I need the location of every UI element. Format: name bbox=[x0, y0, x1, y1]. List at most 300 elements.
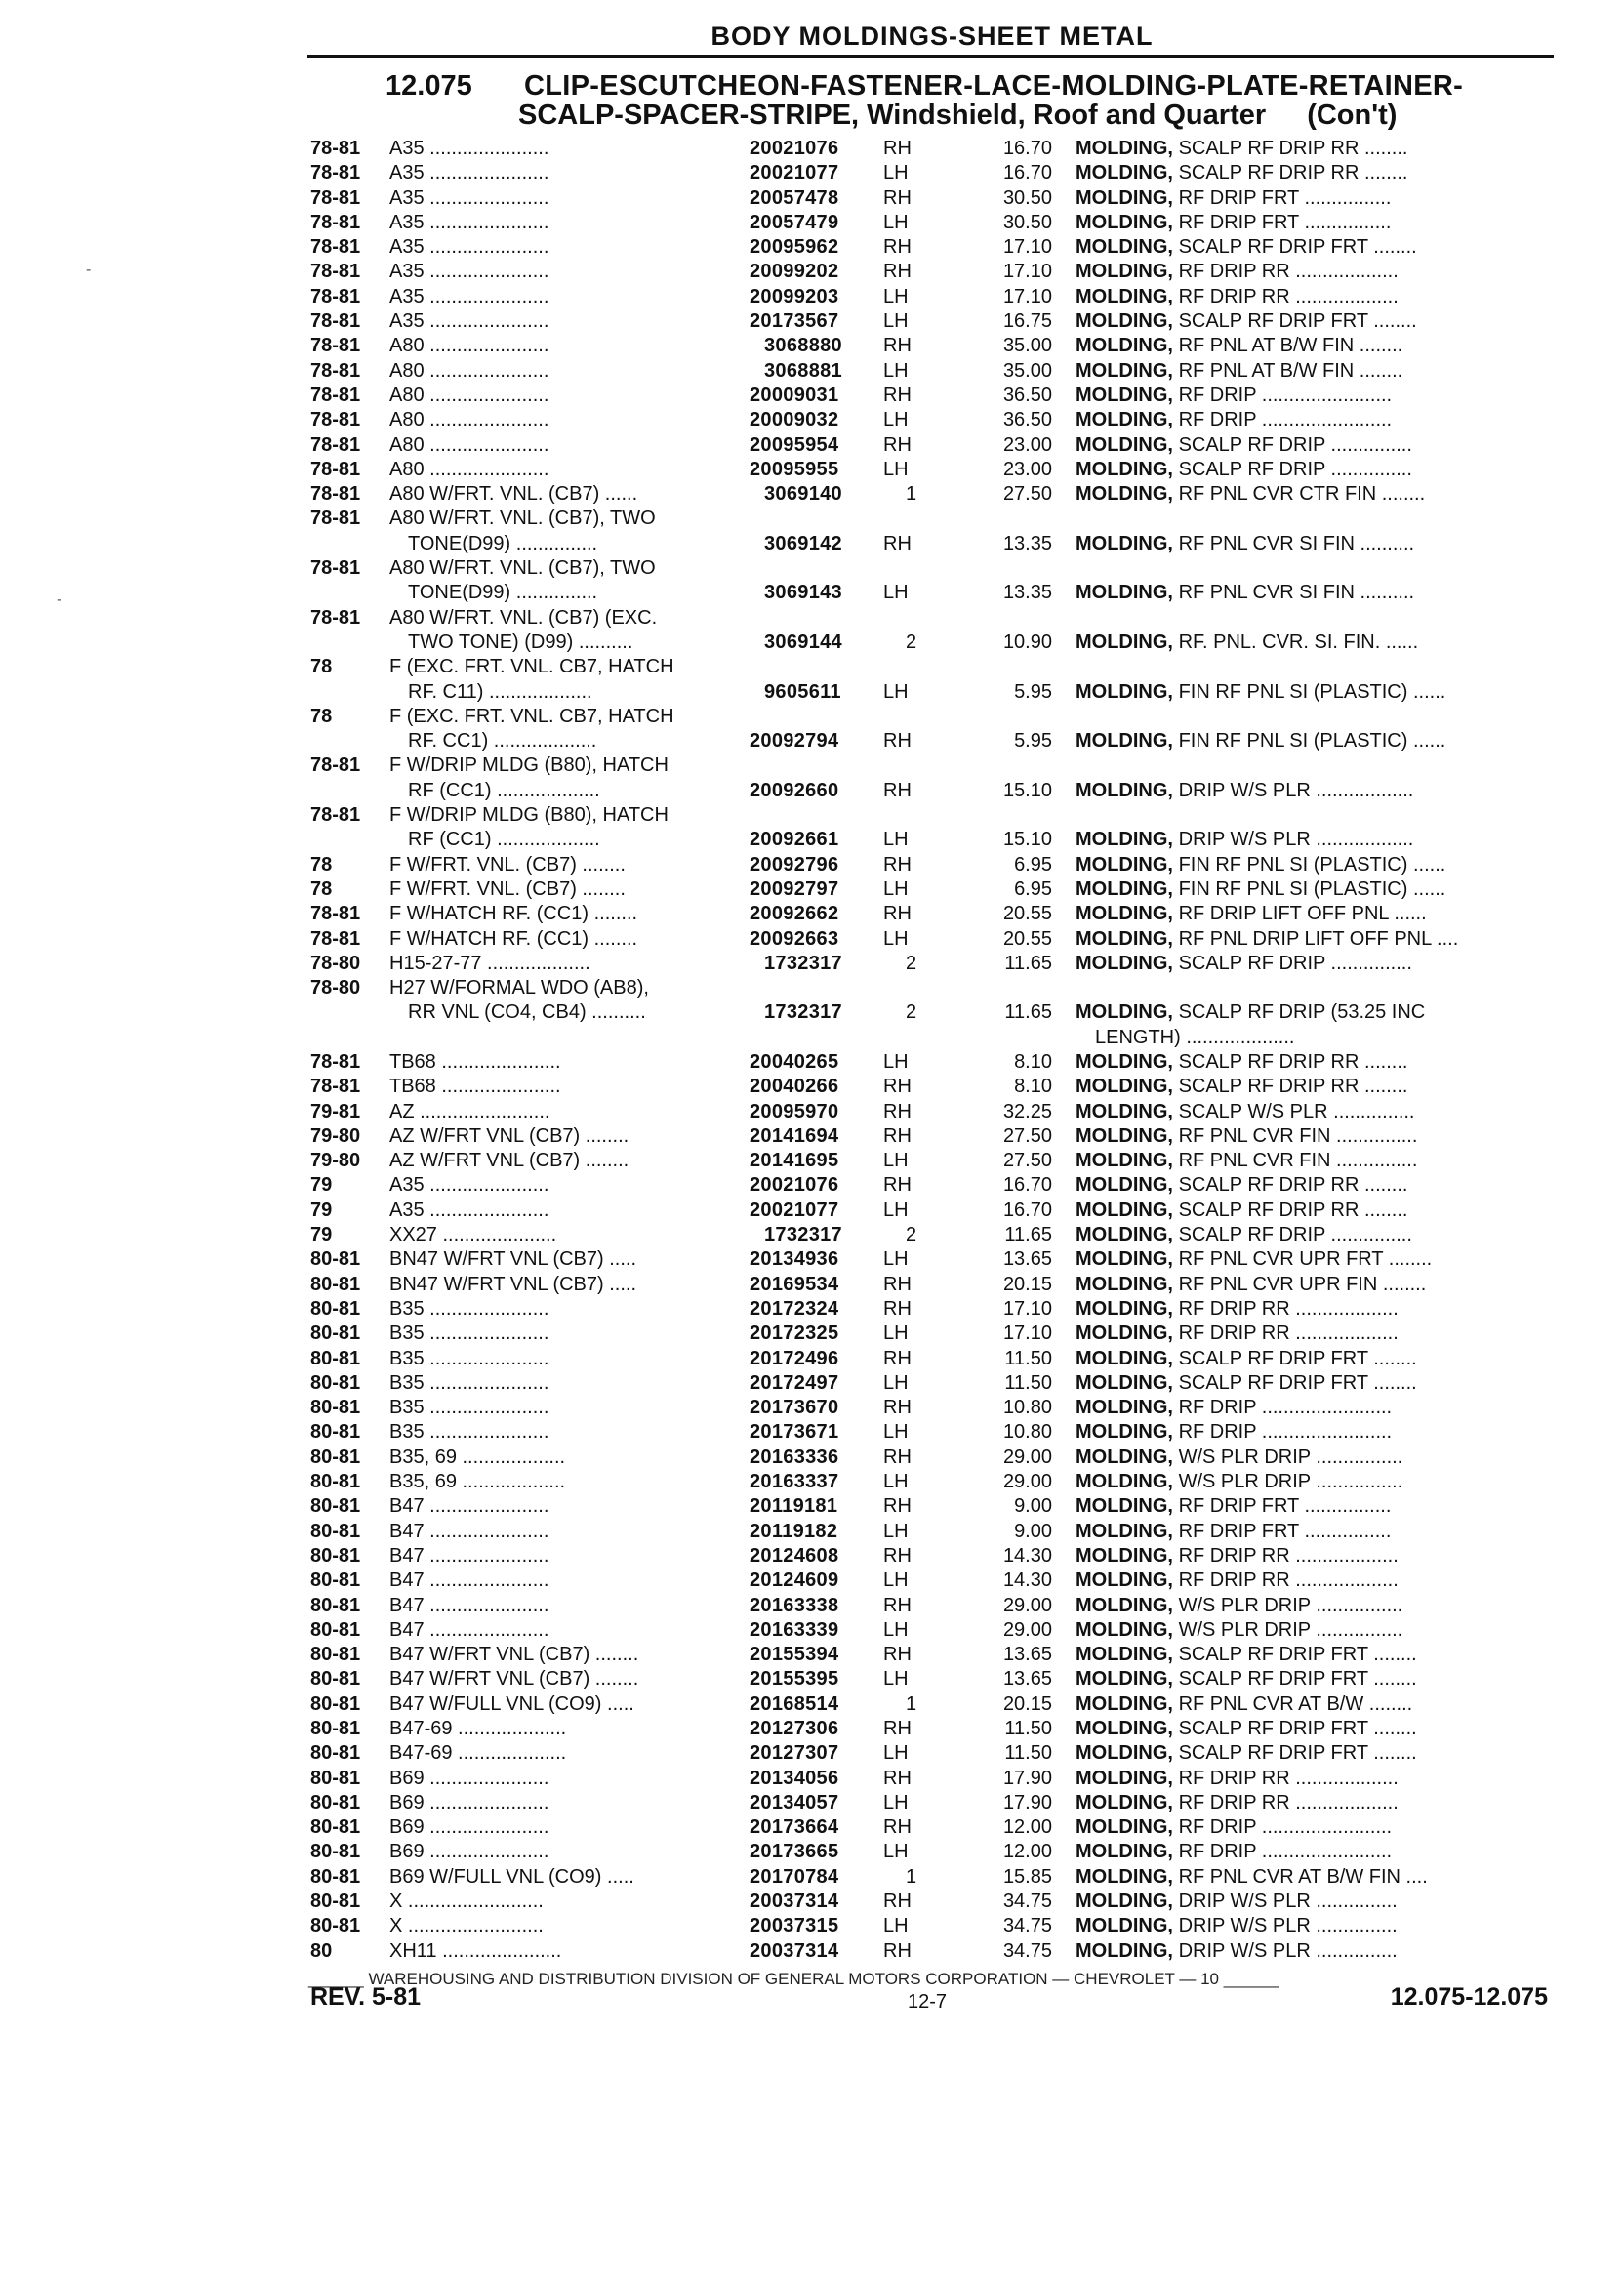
row-price: 27.50 bbox=[1002, 1150, 1052, 1172]
page-title: BODY MOLDINGS-SHEET METAL bbox=[710, 21, 1154, 51]
row-price: 15.10 bbox=[1002, 779, 1052, 801]
molding-prefix: MOLDING, bbox=[1076, 236, 1173, 259]
molding-prefix: MOLDING, bbox=[1076, 335, 1173, 357]
row-side: LH bbox=[883, 877, 909, 900]
molding-prefix: MOLDING, bbox=[1076, 1347, 1173, 1369]
row-model: B35 ...................... bbox=[389, 1297, 549, 1320]
row-model: TB68 ...................... bbox=[389, 1076, 561, 1098]
row-year: 80-81 bbox=[310, 1618, 361, 1641]
table-row bbox=[0, 606, 1624, 631]
row-year: 78-81 bbox=[310, 138, 361, 159]
row-model: A35 ...................... bbox=[389, 1174, 549, 1197]
row-model: B35 ...................... bbox=[389, 1323, 549, 1345]
row-price: 9.00 bbox=[1014, 1520, 1052, 1542]
row-description-text: RF DRIP ........................ bbox=[1178, 1397, 1393, 1419]
molding-prefix: MOLDING, bbox=[1076, 1865, 1173, 1888]
table-row bbox=[0, 803, 1624, 828]
row-part-number: 20173670 bbox=[750, 1397, 839, 1419]
row-part-number: 9605611 bbox=[764, 680, 841, 703]
row-part-number: 20099203 bbox=[750, 285, 839, 307]
molding-prefix: MOLDING, bbox=[1076, 1150, 1173, 1172]
table-row bbox=[0, 482, 1624, 507]
row-side: LH bbox=[883, 1618, 909, 1641]
row-side: LH bbox=[883, 1841, 909, 1863]
row-part-number: 3069143 bbox=[764, 582, 842, 604]
table-row bbox=[0, 1000, 1624, 1025]
table-row bbox=[0, 1815, 1624, 1840]
row-part-number: 20141694 bbox=[750, 1124, 839, 1147]
row-description bbox=[1076, 1173, 1407, 1198]
row-description-text: RF PNL CVR AT B/W ........ bbox=[1178, 1692, 1413, 1715]
row-year: 80 bbox=[310, 1939, 333, 1962]
row-description bbox=[1076, 1396, 1392, 1420]
row-part-number: 20163338 bbox=[750, 1594, 839, 1616]
molding-prefix: MOLDING, bbox=[1076, 927, 1173, 950]
row-model: B47-69 .................... bbox=[389, 1742, 567, 1765]
section-cont: (Con't) bbox=[1307, 100, 1398, 131]
row-side: RH bbox=[883, 1544, 912, 1567]
row-part-number: 20172496 bbox=[750, 1347, 839, 1369]
table-row bbox=[0, 507, 1624, 531]
molding-prefix: MOLDING, bbox=[1076, 310, 1173, 333]
row-year: 80-81 bbox=[310, 1421, 361, 1444]
row-part-number: 20141695 bbox=[750, 1150, 839, 1172]
row-year: 78-81 bbox=[310, 1050, 361, 1073]
row-price: 17.10 bbox=[1002, 285, 1052, 307]
row-part-number: 20021077 bbox=[750, 1199, 839, 1221]
row-price: 15.10 bbox=[1002, 829, 1052, 851]
row-side: LH bbox=[883, 1471, 909, 1493]
row-side: RH bbox=[883, 730, 912, 753]
row-part-number: 20172325 bbox=[750, 1323, 839, 1345]
section-number: 12.075 bbox=[386, 70, 472, 102]
row-model: H27 W/FORMAL WDO (AB8), bbox=[389, 977, 649, 999]
table-row bbox=[0, 1717, 1624, 1741]
row-model: A35 ...................... bbox=[389, 285, 549, 307]
section-title-line1: CLIP-ESCUTCHEON-FASTENER-LACE-MOLDING-PLATE-RETAINER- bbox=[524, 70, 1464, 102]
row-side: RH bbox=[883, 1939, 912, 1962]
row-side: RH bbox=[883, 261, 912, 283]
row-part-number: 20172497 bbox=[750, 1371, 839, 1394]
molding-prefix: MOLDING, bbox=[1076, 1224, 1173, 1246]
row-description-text: SCALP RF DRIP RR ........ bbox=[1178, 138, 1408, 159]
row-part-number: 20021077 bbox=[750, 162, 839, 184]
row-description bbox=[1076, 1741, 1417, 1766]
molding-prefix: MOLDING, bbox=[1076, 853, 1173, 875]
row-side: RH bbox=[883, 1347, 912, 1369]
row-description bbox=[1076, 532, 1414, 556]
row-price: 8.10 bbox=[1014, 1076, 1052, 1098]
row-part-number: 20119182 bbox=[750, 1520, 838, 1542]
molding-prefix: MOLDING, bbox=[1076, 829, 1173, 851]
molding-prefix: MOLDING, bbox=[1076, 433, 1173, 456]
row-description-text: SCALP RF DRIP FRT ........ bbox=[1178, 1718, 1417, 1739]
row-year: 78-81 bbox=[310, 927, 361, 950]
row-part-number: 20172324 bbox=[750, 1297, 839, 1320]
row-year: 78-80 bbox=[310, 952, 361, 974]
row-price: 15.85 bbox=[1002, 1865, 1052, 1888]
row-description-text: SCALP RF DRIP FRT ........ bbox=[1178, 236, 1417, 259]
row-description bbox=[1076, 285, 1399, 309]
row-price: 34.75 bbox=[1002, 1915, 1052, 1937]
row-model: BN47 W/FRT VNL (CB7) ..... bbox=[389, 1273, 637, 1295]
row-description-text: FIN RF PNL SI (PLASTIC) ...... bbox=[1178, 853, 1446, 875]
molding-prefix: MOLDING, bbox=[1076, 1742, 1173, 1765]
row-year: 80-81 bbox=[310, 1891, 361, 1913]
row-description bbox=[1076, 1865, 1428, 1890]
table-row bbox=[0, 631, 1624, 655]
scan-mark: - bbox=[86, 262, 92, 278]
row-description bbox=[1076, 334, 1402, 358]
molding-prefix: MOLDING, bbox=[1076, 261, 1173, 283]
row-side: RH bbox=[883, 853, 912, 875]
row-description bbox=[1076, 1371, 1417, 1396]
row-price: 12.00 bbox=[1002, 1816, 1052, 1839]
row-side: LH bbox=[883, 1371, 909, 1394]
row-description-text: RF DRIP RR ................... bbox=[1178, 285, 1399, 307]
row-year: 78-80 bbox=[310, 977, 361, 999]
row-year: 80-81 bbox=[310, 1915, 361, 1937]
row-part-number: 20119181 bbox=[750, 1495, 838, 1518]
row-side: 1 bbox=[906, 1865, 917, 1888]
row-part-number: 3069140 bbox=[764, 483, 842, 506]
row-side: LH bbox=[883, 1742, 909, 1765]
molding-prefix: MOLDING, bbox=[1076, 1841, 1173, 1863]
row-description-text: RF DRIP RR ................... bbox=[1178, 1297, 1399, 1320]
row-description-text: RF DRIP FRT ................ bbox=[1178, 1520, 1392, 1542]
molding-prefix: MOLDING, bbox=[1076, 1668, 1173, 1690]
molding-prefix: MOLDING, bbox=[1076, 903, 1173, 925]
row-description-text: RF DRIP RR ................... bbox=[1178, 261, 1399, 283]
row-side: RH bbox=[883, 779, 912, 801]
row-year: 80-81 bbox=[310, 1644, 361, 1666]
row-model: F (EXC. FRT. VNL. CB7, HATCH bbox=[389, 656, 674, 678]
row-year: 78-81 bbox=[310, 186, 361, 209]
row-description bbox=[1076, 309, 1417, 334]
molding-prefix: MOLDING, bbox=[1076, 1520, 1173, 1542]
row-model: AZ W/FRT VNL (CB7) ........ bbox=[389, 1150, 629, 1172]
row-side: LH bbox=[883, 829, 909, 851]
row-part-number: 20170784 bbox=[750, 1865, 839, 1888]
row-side: RH bbox=[883, 335, 912, 357]
molding-prefix: MOLDING, bbox=[1076, 532, 1173, 554]
row-part-number: 20040265 bbox=[750, 1050, 839, 1073]
table-row bbox=[0, 976, 1624, 1000]
table-row bbox=[0, 1347, 1624, 1371]
row-description bbox=[1076, 1124, 1417, 1149]
row-side: RH bbox=[883, 903, 912, 925]
table-row bbox=[0, 1100, 1624, 1124]
row-price: 14.30 bbox=[1002, 1544, 1052, 1567]
row-model: TB68 ...................... bbox=[389, 1050, 561, 1073]
row-part-number: 20037314 bbox=[750, 1891, 839, 1913]
row-year: 78-81 bbox=[310, 359, 361, 382]
table-row bbox=[0, 260, 1624, 284]
row-description bbox=[1076, 1815, 1392, 1840]
row-year: 80-81 bbox=[310, 1692, 361, 1715]
row-description bbox=[1076, 902, 1427, 926]
row-side: RH bbox=[883, 1445, 912, 1468]
molding-prefix: MOLDING, bbox=[1076, 483, 1173, 506]
row-description-text: RF DRIP RR ................... bbox=[1178, 1791, 1399, 1813]
row-side: 1 bbox=[906, 483, 917, 506]
row-description bbox=[1076, 1890, 1398, 1914]
row-price: 27.50 bbox=[1002, 483, 1052, 506]
row-description-text: DRIP W/S PLR .................. bbox=[1178, 779, 1414, 801]
row-price: 35.00 bbox=[1002, 359, 1052, 382]
row-price: 13.65 bbox=[1002, 1644, 1052, 1666]
row-price: 13.35 bbox=[1002, 582, 1052, 604]
row-side: 1 bbox=[906, 1692, 917, 1715]
row-side: LH bbox=[883, 1248, 909, 1271]
row-description-text: RF. PNL. CVR. SI. FIN. ...... bbox=[1178, 631, 1419, 653]
row-model: B47 ...................... bbox=[389, 1544, 549, 1567]
row-price: 32.25 bbox=[1002, 1100, 1052, 1122]
molding-prefix: MOLDING, bbox=[1076, 285, 1173, 307]
row-year: 80-81 bbox=[310, 1495, 361, 1518]
table-row bbox=[0, 137, 1624, 161]
row-model: F W/HATCH RF. (CC1) ........ bbox=[389, 903, 638, 925]
row-description-text: RF DRIP RR ................... bbox=[1178, 1569, 1399, 1592]
row-model: B47-69 .................... bbox=[389, 1718, 567, 1739]
row-description-text: RF DRIP ........................ bbox=[1178, 1421, 1393, 1444]
row-model: F W/DRIP MLDG (B80), HATCH bbox=[389, 754, 669, 777]
row-side: LH bbox=[883, 458, 909, 480]
row-model: A35 ...................... bbox=[389, 1199, 549, 1221]
row-description-text: SCALP RF DRIP FRT ........ bbox=[1178, 1742, 1417, 1765]
molding-prefix: MOLDING, bbox=[1076, 631, 1173, 653]
row-side: LH bbox=[883, 680, 909, 703]
row-model: B47 W/FRT VNL (CB7) ........ bbox=[389, 1644, 639, 1666]
row-description bbox=[1076, 1667, 1417, 1691]
row-description-text: RF DRIP FRT ................ bbox=[1178, 211, 1392, 233]
row-price: 29.00 bbox=[1002, 1471, 1052, 1493]
row-model: F W/FRT. VNL. (CB7) ........ bbox=[389, 853, 626, 875]
row-price: 17.10 bbox=[1002, 1297, 1052, 1320]
section-reference: 12.075-12.075 bbox=[1390, 1983, 1548, 2011]
row-model: A35 ...................... bbox=[389, 236, 549, 259]
molding-prefix: MOLDING, bbox=[1076, 1544, 1173, 1567]
row-side: RH bbox=[883, 1891, 912, 1913]
row-description-text: SCALP W/S PLR ............... bbox=[1178, 1100, 1415, 1122]
row-description-text: RF PNL CVR FIN ............... bbox=[1178, 1150, 1418, 1172]
molding-prefix: MOLDING, bbox=[1076, 1174, 1173, 1197]
row-model: B47 ...................... bbox=[389, 1520, 549, 1542]
table-row bbox=[0, 1223, 1624, 1247]
row-year: 80-81 bbox=[310, 1371, 361, 1394]
row-side: RH bbox=[883, 1124, 912, 1147]
row-price: 20.15 bbox=[1002, 1692, 1052, 1715]
row-side: 2 bbox=[906, 1224, 917, 1246]
row-year: 78-81 bbox=[310, 433, 361, 456]
table-row bbox=[0, 1840, 1624, 1864]
molding-prefix: MOLDING, bbox=[1076, 409, 1173, 431]
row-model: A80 W/FRT. VNL. (CB7) (EXC. bbox=[389, 606, 658, 629]
row-model: A80 ...................... bbox=[389, 359, 549, 382]
molding-prefix: MOLDING, bbox=[1076, 359, 1173, 382]
row-description-text: FIN RF PNL SI (PLASTIC) ...... bbox=[1178, 877, 1446, 900]
row-year: 80-81 bbox=[310, 1767, 361, 1789]
table-row bbox=[0, 235, 1624, 260]
row-model: AZ W/FRT VNL (CB7) ........ bbox=[389, 1124, 629, 1147]
row-year: 79-81 bbox=[310, 1100, 361, 1122]
row-description-text: RF PNL CVR SI FIN .......... bbox=[1178, 582, 1415, 604]
row-price: 16.75 bbox=[1002, 310, 1052, 333]
row-description-text: W/S PLR DRIP ................ bbox=[1178, 1594, 1403, 1616]
row-description-text: FIN RF PNL SI (PLASTIC) ...... bbox=[1178, 680, 1446, 703]
row-year: 78-81 bbox=[310, 754, 361, 777]
table-row bbox=[0, 1643, 1624, 1667]
row-part-number: 20092663 bbox=[750, 927, 839, 950]
footer-line: ______ WAREHOUSING AND DISTRIBUTION DIVISION OF GENERAL MOTORS CORPORATION — CHEVROLET — 10 ______ bbox=[308, 1970, 1279, 1988]
table-row bbox=[0, 680, 1624, 705]
row-price: 36.50 bbox=[1002, 384, 1052, 406]
row-description bbox=[1076, 1347, 1417, 1371]
row-description bbox=[1076, 458, 1412, 482]
row-model: B35 ...................... bbox=[389, 1397, 549, 1419]
row-side: LH bbox=[883, 1150, 909, 1172]
row-model: F W/DRIP MLDG (B80), HATCH bbox=[389, 804, 669, 827]
row-description bbox=[1076, 877, 1445, 902]
molding-prefix: MOLDING, bbox=[1076, 1001, 1173, 1024]
row-side: LH bbox=[883, 1421, 909, 1444]
row-part-number: 20155395 bbox=[750, 1668, 839, 1690]
row-part-number: 20095970 bbox=[750, 1100, 839, 1122]
row-description bbox=[1076, 1445, 1402, 1470]
row-model: A35 ...................... bbox=[389, 261, 549, 283]
row-description bbox=[1076, 1199, 1407, 1223]
row-price: 5.95 bbox=[1014, 680, 1052, 703]
revision-label: REV. 5-81 bbox=[310, 1983, 422, 2011]
row-part-number: 20169534 bbox=[750, 1273, 839, 1295]
molding-prefix: MOLDING, bbox=[1076, 1273, 1173, 1295]
row-description-text: SCALP RF DRIP RR ........ bbox=[1178, 1199, 1408, 1221]
molding-prefix: MOLDING, bbox=[1076, 779, 1173, 801]
section-title-line2 bbox=[518, 100, 1397, 131]
row-model: B35, 69 ................... bbox=[389, 1471, 566, 1493]
row-description bbox=[1076, 927, 1458, 952]
table-row bbox=[0, 877, 1624, 902]
row-price: 29.00 bbox=[1002, 1594, 1052, 1616]
page-number: 12-7 bbox=[908, 1991, 948, 2013]
parts-list bbox=[0, 137, 1624, 1964]
row-side: RH bbox=[883, 1100, 912, 1122]
row-side: LH bbox=[883, 1668, 909, 1690]
row-side: LH bbox=[883, 162, 909, 184]
row-side: LH bbox=[883, 1323, 909, 1345]
row-description-text: SCALP RF DRIP (53.25 INC bbox=[1178, 1001, 1426, 1024]
row-part-number: 20127307 bbox=[750, 1742, 839, 1765]
row-year: 80-81 bbox=[310, 1273, 361, 1295]
row-description bbox=[1076, 1568, 1399, 1593]
row-description-text: SCALP RF DRIP FRT ........ bbox=[1178, 1371, 1417, 1394]
row-part-number: 20040266 bbox=[750, 1076, 839, 1098]
table-row bbox=[0, 1050, 1624, 1075]
row-price: 6.95 bbox=[1014, 853, 1052, 875]
row-side: RH bbox=[883, 1594, 912, 1616]
table-row bbox=[0, 1520, 1624, 1544]
table-row bbox=[0, 1420, 1624, 1445]
row-model: RF (CC1) ................... bbox=[408, 829, 600, 851]
molding-prefix: MOLDING, bbox=[1076, 1495, 1173, 1518]
row-year: 78-81 bbox=[310, 285, 361, 307]
row-part-number: 20173671 bbox=[750, 1421, 839, 1444]
row-year: 80-81 bbox=[310, 1471, 361, 1493]
row-part-number: 20092662 bbox=[750, 903, 839, 925]
table-row bbox=[0, 1494, 1624, 1519]
row-description bbox=[1076, 408, 1392, 432]
table-row bbox=[0, 384, 1624, 408]
row-side: 2 bbox=[906, 1001, 917, 1024]
molding-prefix: MOLDING, bbox=[1076, 1644, 1173, 1666]
row-price: 13.35 bbox=[1002, 532, 1052, 554]
row-model: A35 ...................... bbox=[389, 138, 549, 159]
row-year: 78-81 bbox=[310, 483, 361, 506]
row-description bbox=[1076, 680, 1445, 705]
row-description-text: RF PNL DRIP LIFT OFF PNL .... bbox=[1178, 927, 1459, 950]
row-price: 11.50 bbox=[1004, 1742, 1052, 1765]
row-description-text: SCALP RF DRIP ............... bbox=[1178, 433, 1412, 456]
row-description-text: DRIP W/S PLR ............... bbox=[1178, 1891, 1398, 1913]
row-side: LH bbox=[883, 927, 909, 950]
row-description bbox=[1076, 1939, 1398, 1964]
row-description-text: SCALP RF DRIP FRT ........ bbox=[1178, 1644, 1417, 1666]
row-part-number: 20021076 bbox=[750, 138, 839, 159]
table-row bbox=[0, 1914, 1624, 1938]
row-price: 13.65 bbox=[1002, 1248, 1052, 1271]
table-row bbox=[0, 285, 1624, 309]
molding-prefix: MOLDING, bbox=[1076, 1297, 1173, 1320]
row-description bbox=[1076, 1594, 1402, 1618]
row-part-number: 20155394 bbox=[750, 1644, 839, 1666]
row-description bbox=[1076, 1914, 1398, 1938]
row-side: LH bbox=[883, 409, 909, 431]
row-description-text: RF PNL AT B/W FIN ........ bbox=[1178, 335, 1403, 357]
row-year: 78-81 bbox=[310, 804, 361, 827]
molding-prefix: MOLDING, bbox=[1076, 730, 1173, 753]
table-row bbox=[0, 1741, 1624, 1766]
table-row bbox=[0, 1791, 1624, 1815]
row-price: 36.50 bbox=[1002, 409, 1052, 431]
row-model: F W/FRT. VNL. (CB7) ........ bbox=[389, 877, 626, 900]
row-year: 80-81 bbox=[310, 1668, 361, 1690]
row-year: 79 bbox=[310, 1224, 333, 1246]
row-year: 80-81 bbox=[310, 1816, 361, 1839]
row-price: 11.50 bbox=[1004, 1371, 1052, 1394]
row-description-text: DRIP W/S PLR ............... bbox=[1178, 1939, 1398, 1962]
row-price: 11.65 bbox=[1004, 1224, 1052, 1246]
row-part-number: 20173665 bbox=[750, 1841, 839, 1863]
table-row bbox=[0, 1149, 1624, 1173]
row-description-text: W/S PLR DRIP ................ bbox=[1178, 1471, 1403, 1493]
table-row bbox=[0, 359, 1624, 384]
row-description-text: RF PNL CVR UPR FIN ........ bbox=[1178, 1273, 1427, 1295]
row-description bbox=[1076, 211, 1391, 235]
row-description bbox=[1076, 1223, 1412, 1247]
row-description-text: RF DRIP ........................ bbox=[1178, 384, 1393, 406]
row-price: 11.50 bbox=[1004, 1718, 1052, 1739]
row-side: LH bbox=[883, 310, 909, 333]
table-row bbox=[0, 186, 1624, 211]
row-description-text: DRIP W/S PLR .................. bbox=[1178, 829, 1414, 851]
molding-prefix: MOLDING, bbox=[1076, 458, 1173, 480]
row-year: 80-81 bbox=[310, 1742, 361, 1765]
row-description-text: FIN RF PNL SI (PLASTIC) ...... bbox=[1178, 730, 1446, 753]
row-description-text: W/S PLR DRIP ................ bbox=[1178, 1618, 1403, 1641]
molding-prefix: MOLDING, bbox=[1076, 582, 1173, 604]
row-price: 6.95 bbox=[1014, 877, 1052, 900]
row-description-text: SCALP RF DRIP FRT ........ bbox=[1178, 1347, 1417, 1369]
